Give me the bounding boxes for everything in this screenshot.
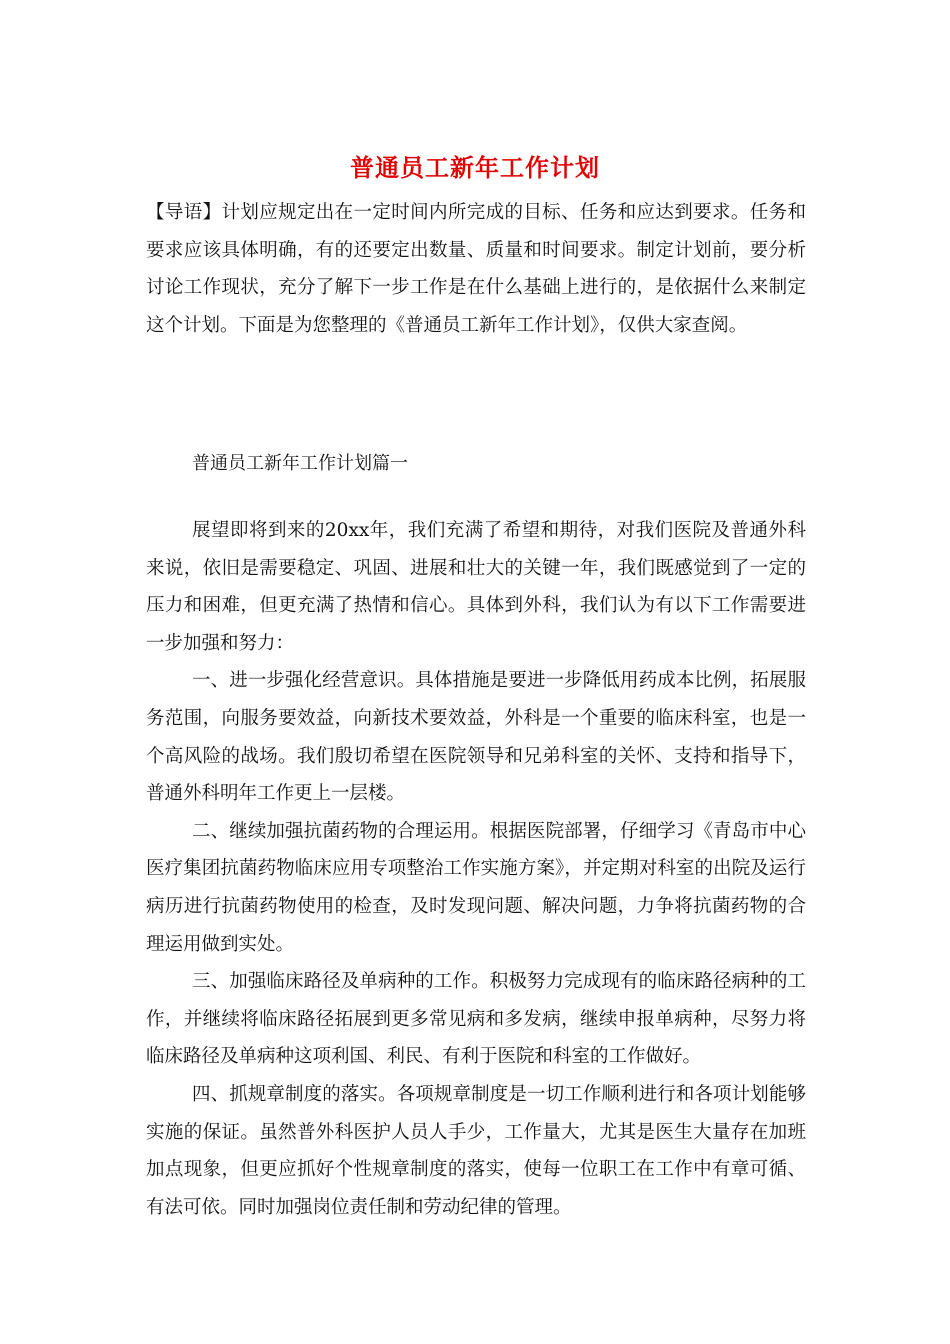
body-paragraph: 展望即将到来的20xx年，我们充满了希望和期待，对我们医院及普通外科来说，依旧是需要稳定、巩固、进展和壮大的关键一年，我们既感觉到了一定的压力和困难，但更充满了热情和信心。具体到外科，我们认为有以下工作需要进一步加强和努力：	[146, 520, 806, 654]
body-paragraph: 一、进一步强化经营意识。具体措施是要进一步降低用药成本比例，拓展服务范围，向服务要效益，向新技术要效益，外科是一个重要的临床科室，也是一个高风险的战场。我们殷切希望在医院领导和兄弟科室的关怀、支持和指导下，普通外科明年工作更上一层楼。	[146, 670, 806, 805]
section-heading: 普通员工新年工作计划篇一	[192, 453, 408, 474]
body-paragraph: 三、加强临床路径及单病种的工作。积极努力完成现有的临床路径病种的工作，并继续将临床路径拓展到更多常见病和多发病，继续申报单病种，尽努力将临床路径及单病种这项利国、利民、有利于医院和科室的工作做好。	[146, 971, 806, 1068]
body-paragraph: 二、继续加强抗菌药物的合理运用。根据医院部署，仔细学习《青岛市中心医疗集团抗菌药物临床应用专项整治工作实施方案》，并定期对科室的出院及运行病历进行抗菌药物使用的检查，及时发现问题、解决问题，力争将抗菌药物的合理运用做到实处。	[146, 820, 806, 955]
body-paragraph: 四、抓规章制度的落实。各项规章制度是一切工作顺利进行和各项计划能够实施的保证。虽然普外科医护人员人手少，工作量大，尤其是医生大量存在加班加点现象，但更应抓好个性规章制度的落实，使每一位职工在工作中有章可循、有法可依。同时加强岗位责任制和劳动纪律的管理。	[146, 1083, 806, 1218]
intro-paragraph: 【导语】计划应规定出在一定时间内所完成的目标、任务和应达到要求。任务和要求应该具体明确，有的还要定出数量、质量和时间要求。制定计划前，要分析讨论工作现状，充分了解下一步工作是在什么基础上进行的，是依据什么来制定这个计划。下面是为您整理的《普通员工新年工作计划》，仅供大家查阅。	[146, 202, 806, 336]
body-text	[146, 512, 806, 1226]
document-title: 普通员工新年工作计划	[350, 153, 600, 182]
